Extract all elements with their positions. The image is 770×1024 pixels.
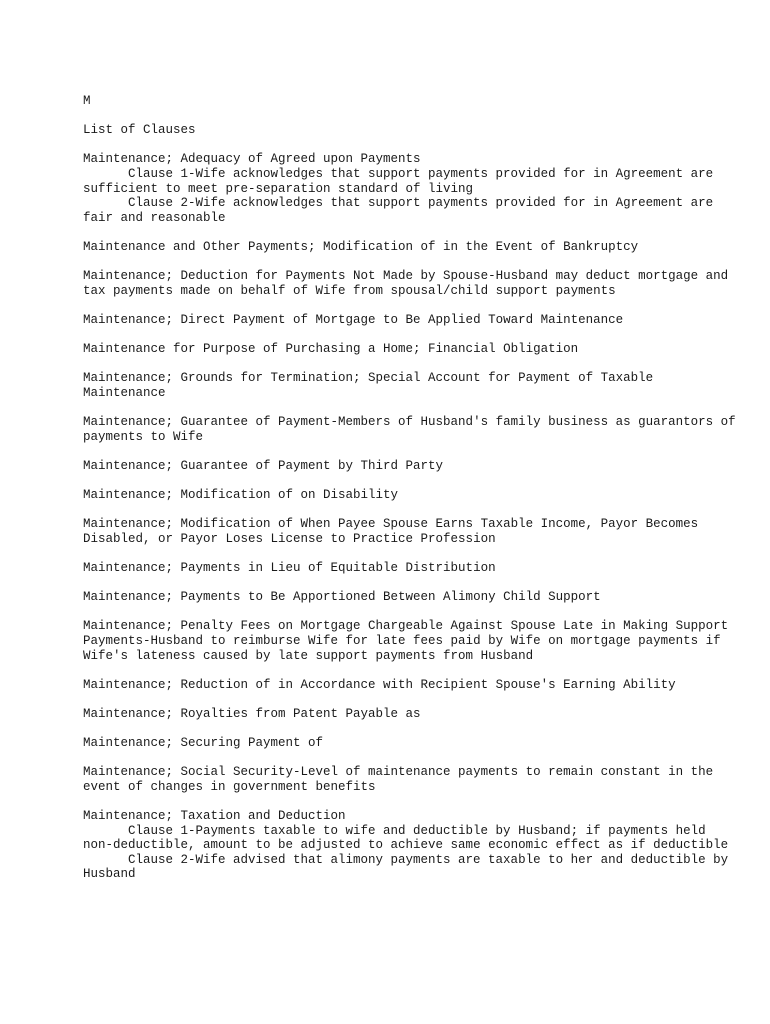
clause-entry <box>83 619 743 663</box>
clause-entry <box>83 590 743 605</box>
entry-title: Maintenance; Direct Payment of Mortgage to Be Applied Toward Maintenance <box>83 312 624 327</box>
entry-title: Maintenance; Modification of When Payee Spouse Earns Taxable Income, Payor Becomes Disabled, or Payor Loses License to Practice Profession <box>83 517 706 546</box>
entry-title: Maintenance; Modification of on Disability <box>83 488 399 503</box>
clause-entry <box>83 342 743 357</box>
clause-entry <box>83 240 743 255</box>
section-letter: M <box>83 94 91 108</box>
clause-entry <box>83 707 743 722</box>
clause-entry <box>83 765 743 794</box>
entry-title: Maintenance and Other Payments; Modification of in the Event of Bankruptcy <box>83 239 639 254</box>
clause-entry <box>83 678 743 693</box>
clause-entry <box>83 313 743 328</box>
clause-text: Clause 1-Payments taxable to wife and deductible by Husband; if payments held non-deductible, amount to be adjusted to achieve same economic effect as if deductible <box>83 823 729 853</box>
entry-title: Maintenance; Grounds for Termination; Special Account for Payment of Taxable Maintenance <box>83 371 661 400</box>
spacer <box>83 138 743 153</box>
entry-title: Maintenance; Guarantee of Payment-Members of Husband's family business as guarantors of payments to Wife <box>83 415 744 444</box>
entry-title: Maintenance; Adequacy of Agreed upon Payments <box>83 152 421 167</box>
document-page <box>83 94 743 882</box>
entry-title: Maintenance; Taxation and Deduction <box>83 809 346 824</box>
entry-title: Maintenance; Reduction of in Accordance with Recipient Spouse's Earning Ability <box>83 677 676 692</box>
clause-entry <box>83 371 743 400</box>
clause-entry <box>83 488 743 503</box>
clause-text: Clause 2-Wife advised that alimony payments are taxable to her and deductible by Husband <box>83 852 736 882</box>
clause-entry <box>83 152 743 225</box>
entry-title: Maintenance; Payments in Lieu of Equitable Distribution <box>83 561 496 575</box>
clause-entry <box>83 736 743 751</box>
clause-text: Clause 2-Wife acknowledges that support payments provided for in Agreement are fair and reasonable <box>83 196 721 225</box>
clause-entry <box>83 809 743 882</box>
clause-entry <box>83 459 743 474</box>
entry-title: Maintenance for Purpose of Purchasing a Home; Financial Obligation <box>83 342 579 357</box>
entry-title: Maintenance; Penalty Fees on Mortgage Chargeable Against Spouse Late in Making Support Payments-Husband to reimburse Wife for late fees paid by Wife on mortgage payments if Wife's lateness caused by late support payments from Husband <box>83 619 736 663</box>
clause-text: Clause 1-Wife acknowledges that support payments provided for in Agreement are sufficient to meet pre-separation standard of living <box>83 166 721 196</box>
list-heading: List of Clauses <box>83 123 196 138</box>
entry-title: Maintenance; Royalties from Patent Payable as <box>83 706 421 721</box>
entry-title: Maintenance; Payments to Be Apportioned Between Alimony Child Support <box>83 590 601 605</box>
entry-title: Maintenance; Guarantee of Payment by Third Party <box>83 458 444 473</box>
entry-title: Maintenance; Deduction for Payments Not Made by Spouse-Husband may deduct mortgage and tax payments made on behalf of Wife from spousal/child support payments <box>83 269 736 298</box>
clause-entry <box>83 561 743 576</box>
clause-entry <box>83 517 743 546</box>
entry-title: Maintenance; Securing Payment of <box>83 736 324 751</box>
clause-entry <box>83 269 743 298</box>
spacer <box>83 109 743 124</box>
entry-title: Maintenance; Social Security-Level of maintenance payments to remain constant in the event of changes in government benefits <box>83 765 721 794</box>
clause-entry <box>83 415 743 444</box>
